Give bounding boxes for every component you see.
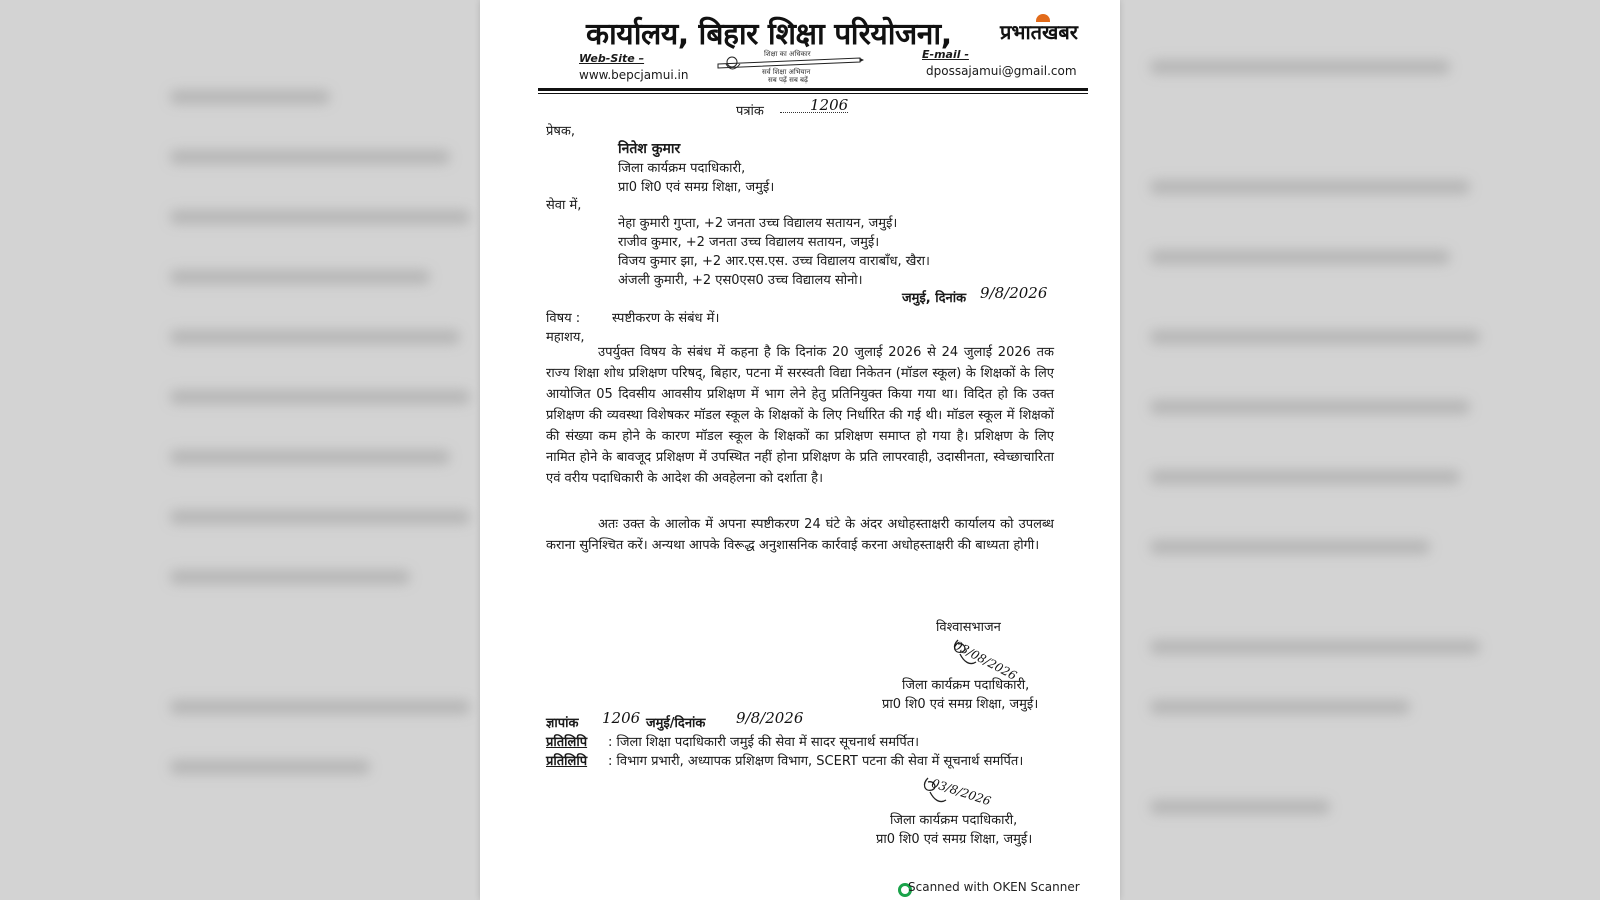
emblem-top-text: शिक्षा का अधिकार xyxy=(764,50,811,58)
sender-office: प्रा0 शि0 एवं समग्र शिक्षा, जमुई। xyxy=(618,180,775,195)
memo-number: 1206 xyxy=(602,709,641,727)
copy-text: : विभाग प्रभारी, अध्यापक प्रशिक्षण विभाग, SCERT पटना की सेवा में सूचनार्थ समर्पित। xyxy=(608,754,1024,769)
recipient-item: राजीव कुमार, +2 जनता उच्च विद्यालय सतायन, जमुई। xyxy=(618,235,880,250)
letterhead-divider xyxy=(538,88,1088,91)
sender-designation: जिला कार्यक्रम पदाधिकारी, xyxy=(618,161,746,176)
recipients-label: सेवा में, xyxy=(546,198,582,213)
ref-label: पत्रांक xyxy=(736,104,764,119)
recipient-item: अंजली कुमारी, +2 एस0एस0 उच्च विद्यालय सोनो। xyxy=(618,273,863,288)
closing-regards: विश्वासभाजन xyxy=(936,620,1001,635)
scanner-watermark: Scanned with OKEN Scanner xyxy=(908,880,1080,894)
closing-designation: जिला कार्यक्रम पदाधिकारी, xyxy=(890,813,1018,828)
newspaper-logo: प्रभातखबर xyxy=(1000,20,1078,44)
date-value: 9/8/2026 xyxy=(980,284,1048,302)
body-paragraph: अतः उक्त के आलोक में अपना स्पष्टीकरण 24 घंटे के अंदर अधोहस्ताक्षरी कार्यालय को उपलब्ध कराना सुनिश्चित करें। अन्यथा आपके विरूद्ध अनुशासनिक कार्रवाई करना अधोहस्ताक्षरी की बाध्यता होगी। xyxy=(546,517,1054,553)
ref-number: 1206 xyxy=(810,96,849,114)
sender-label: प्रेषक, xyxy=(546,124,576,139)
website-link[interactable]: www.bepcjamui.in xyxy=(579,68,689,82)
emblem-logo xyxy=(714,50,864,84)
salutation: महाशय, xyxy=(546,330,585,345)
signature-date: 03/08/2026 xyxy=(951,638,1020,683)
copy-label: प्रतिलिपि xyxy=(546,735,588,750)
recipient-item: नेहा कुमारी गुप्ता, +2 जनता उच्च विद्यालय सतायन, जमुई। xyxy=(618,216,898,231)
copy-label: प्रतिलिपि xyxy=(546,754,588,769)
background-right-blur xyxy=(1120,0,1600,900)
website-label: Web-Site – xyxy=(579,52,645,65)
date-label: जमुई, दिनांक xyxy=(902,291,967,306)
recipient-item: विजय कुमार झा, +2 आर.एस.एस. उच्च विद्यालय वाराबाँध, खैरा। xyxy=(618,254,930,269)
signature-date: 03/8/2026 xyxy=(929,776,993,809)
memo-label: ज्ञापांक xyxy=(546,716,579,731)
letterhead-title: कार्यालय, बिहार शिक्षा परियोजना, xyxy=(586,17,952,52)
emblem-tagline: सब पढ़ें सब बढ़ें xyxy=(768,76,808,84)
subject-label: विषय : xyxy=(546,311,581,326)
memo-date: 9/8/2026 xyxy=(736,709,804,727)
email-link[interactable]: dpossajamui@gmail.com xyxy=(926,64,1077,78)
copy-text: : जिला शिक्षा पदाधिकारी जमुई की सेवा में सादर सूचनार्थ समर्पित। xyxy=(608,735,920,750)
emblem-bottom-text: सर्व शिक्षा अभियान xyxy=(762,68,811,76)
letter-page xyxy=(480,0,1120,900)
closing-office: प्रा0 शि0 एवं समग्र शिक्षा, जमुई। xyxy=(876,832,1033,847)
memo-place: जमुई/दिनांक xyxy=(646,716,706,731)
body-paragraph: उपर्युक्त विषय के संबंध में कहना है कि दिनांक 20 जुलाई 2026 से 24 जुलाई 2026 तक राज्य शिक्षा शोध प्रशिक्षण परिषद्, बिहार, पटना में सरस्वती विद्या निकेतन (मॉडल स्कूल) के शिक्षकों के लिए आयोजित 05 दिवसीय आवसीय प्रशिक्षण में भाग लेने हेतु प्रतिनियुक्त किया गया था। विदित हो कि उक्त प्रशिक्षण की व्यवस्था विशेषकर मॉडल स्कूल के शिक्षकों के लिए निर्धारित की गई थी। मॉडल स्कूल में शिक्षकों की संख्या कम होने के कारण मॉडल स्कूल के शिक्षकों का प्रशिक्षण समाप्त हो गया है। प्रशिक्षण के लिए नामित होने के बावजूद प्रशिक्षण में उपस्थित नहीं होना प्रशिक्षण के प्रति लापरवाही, उदासीनता, स्वेच्छाचारिता एवं वरीय पदाधिकारी के आदेश की अवहेलना को दर्शाता है। xyxy=(546,345,1054,486)
subject-text: स्पष्टीकरण के संबंध में। xyxy=(612,311,720,326)
background-left-blur xyxy=(0,0,480,900)
sender-name: नितेश कुमार xyxy=(618,141,681,157)
closing-office: प्रा0 शि0 एवं समग्र शिक्षा, जमुई। xyxy=(882,697,1039,712)
email-label: E-mail - xyxy=(922,48,969,61)
letterhead-divider-thin xyxy=(538,93,1088,94)
closing-designation: जिला कार्यक्रम पदाधिकारी, xyxy=(902,678,1030,693)
